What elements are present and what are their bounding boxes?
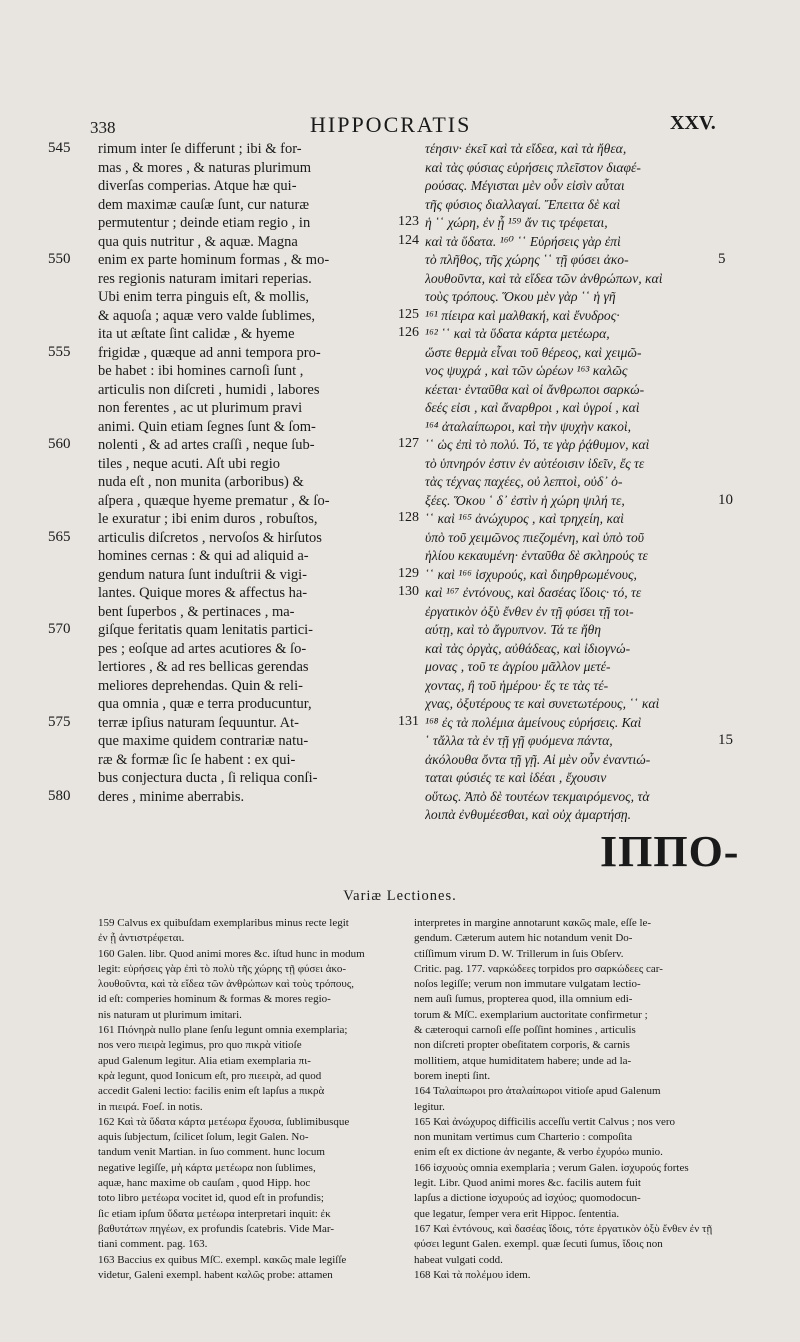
greek-text-line: χοντας, ἢ τοῦ ἡμέρου· ἔς τε τὰς τέ- <box>425 677 609 693</box>
greek-section-number: 131 <box>398 713 419 729</box>
variant-note-line: 162 Καὶ τὰ ὕδατα κάρτα μετέωρα ἔχουσα, ſublimibusque <box>98 1115 350 1128</box>
greek-section-number: 124 <box>398 232 419 248</box>
latin-text-line: le exuratur ; ibi enim duros , robuſtos, <box>98 511 318 527</box>
greek-text-line: ῾῾ ὡς ἐπὶ τὸ πολύ. Τό, τε γὰρ ῥᾴθυμον, καὶ <box>425 437 650 452</box>
variant-note-line: aquæ, hanc maxime ob cauſam , quod Hipp. hoc <box>98 1177 311 1190</box>
greek-text-line: καὶ ¹⁶⁷ ἐντόνους, καὶ δασέας ἴδοις· τό, τε <box>425 585 642 600</box>
latin-text-line: Ubi enim terra pinguis eſt, & mollis, <box>98 289 310 305</box>
variant-note-line: enim eſt ex dictione ἀν negante, & verbo ἐχυρόω munio. <box>414 1146 663 1159</box>
latin-line-number: 565 <box>48 528 71 545</box>
variant-note-line: κρὰ legunt, quod Ionicum eſt, pro πιεειρὰ, ad quod <box>98 1069 322 1082</box>
latin-text-line: qua quis nutritur , & aquæ. Magna <box>98 233 298 250</box>
latin-text-line: frigidæ , quæque ad anni tempora pro- <box>98 344 321 361</box>
variant-note-line: tiani comment. pag. 163. <box>98 1238 208 1251</box>
latin-text-line: non ferentes , ac ut plurimum pravi <box>98 400 303 416</box>
running-title: HIPPOCRATIS <box>310 112 472 137</box>
variant-note-line: in πιειρά. Foeſ. in notis. <box>98 1100 203 1113</box>
greek-text-line: οὕτως. Ἀπὸ δὲ τουτέων τεκμαιρόμενος, τὰ <box>425 788 650 804</box>
variant-note-line: gendum. Cæterum autem hic notandum venit Do- <box>414 932 633 945</box>
latin-text-line: mas , & mores , & naturas plurimum <box>98 159 312 176</box>
greek-text-line: ξέες. Ὅκου ῾ δ᾽ ἐστὶν ἡ χώρη ψιλή τε, <box>425 492 625 508</box>
latin-text-line: lantes. Quique mores & affectus ha- <box>98 585 308 601</box>
variant-note-line: toto libro μετέωρα vocitet id, quod eſt in profundis; <box>98 1192 324 1205</box>
greek-text-line: χνας, ὀξυτέρους τε καὶ συνετωτέρους, ῾῾ καὶ <box>425 696 660 711</box>
greek-text-line: ἐργατικὸν ὀξὺ ἔνθεν ἐν τῇ φύσει τῇ τοι- <box>425 603 634 619</box>
greek-section-number: 128 <box>398 510 419 525</box>
greek-section-number: 126 <box>398 325 419 340</box>
variant-note-line: φύσει legunt Galen. exempl. quæ ſecuti ſumus, ἴδοις non <box>414 1238 663 1251</box>
latin-text-line: giſque feritatis quam lenitatis partici- <box>98 622 314 638</box>
greek-text-line: ρούσας. Μέγισται μὲν οὖν εἰσὶν αὗται <box>425 178 625 193</box>
latin-line-number: 575 <box>48 713 71 730</box>
variant-note-line: 164 Ταλαίπωροι pro ἀταλαίπωροι vitioſe apud Galenum <box>414 1085 661 1098</box>
latin-text-line: lertiores , & ad res bellicas gerendas <box>98 659 309 675</box>
variant-note-line: 159 Calvus ex quibuſdam exemplaribus minus recte legit <box>98 917 349 929</box>
latin-text-line: enim ex parte hominum formas , & mo- <box>98 252 330 268</box>
latin-text-line: articulis diſcretos , nervoſos & hirſutos <box>98 529 322 546</box>
variant-note-line: 161 Πιόνηρὰ nullo plane ſenſu legunt omnia exemplaria; <box>98 1024 348 1037</box>
greek-text-column <box>425 140 710 825</box>
variant-note-line: ſic etiam ipſum ὕδατα μετέωρα interpretari inquit: ἐκ <box>98 1207 331 1220</box>
latin-text-line: pes ; eoſque ad artes acutiores & ſo- <box>98 640 307 657</box>
variant-note-line: accedit Galeni lectio: facilis enim eſt lapſus a πικρὰ <box>98 1085 325 1098</box>
latin-line-number: 560 <box>48 436 71 452</box>
greek-text-line: τὸ πλῆθος, τῆς χώρης ῾῾ τῇ φύσει ἀκο- <box>425 252 629 267</box>
variant-note-line: legitur. <box>414 1100 445 1113</box>
greek-text-line: νος ψυχρά , καὶ τῶν ὡρέων ¹⁶³ καλῶς <box>425 363 628 378</box>
greek-line-number: 5 <box>718 251 726 267</box>
greek-text-line: ἀκόλουθα ὄντα τῇ γῇ. Αἱ μὲν οὖν ἐναντιώ- <box>425 751 651 767</box>
variant-note-line: aquis ſubjectum, ſcilicet ſolum, legit Galen. No- <box>98 1131 309 1144</box>
latin-text-line: articulis non diſcreti , humidi , labores <box>98 381 320 398</box>
greek-text-line: τὸ ὑπνηρόν ἐστιν ἐν αὐτέοισιν ἰδεῖν, ἔς τε <box>425 455 645 471</box>
variant-note-line: negative legiſſe, μὴ κάρτα μετέωρα non ſublimes, <box>98 1161 316 1174</box>
greek-text-line: ¹⁶¹ πίειρα καὶ μαλθακή, καὶ ἔνυδρος· <box>425 307 620 323</box>
variant-note-line: 166 ἰσχυοὺς omnia exemplaria ; verum Galen. ἰσχυρούς fortes <box>414 1161 689 1174</box>
variant-note-line: torum & MſC. exemplarium auctoritate confirmetur ; <box>414 1008 648 1021</box>
variant-note-line: ctiſſimum virum D. W. Trillerum in ſuis Obſerv. <box>414 947 624 960</box>
latin-text-line: gendum natura ſunt induſtrii & vigi- <box>98 566 308 583</box>
latin-text-line: que maxime quidem contrariæ natu- <box>98 733 309 749</box>
variant-note-line: nos vero πιειρὰ legimus, pro quo πικρὰ vitioſe <box>98 1039 302 1052</box>
greek-line-number: 10 <box>718 491 733 508</box>
latin-line-number: 555 <box>48 343 71 360</box>
latin-text-line: res regionis naturam imitari reperias. <box>98 270 312 287</box>
variant-note-line: Critic. pag. 177. ναρκώδεες torpidos pro σαρκώδεες car- <box>414 962 663 975</box>
latin-line-number: 580 <box>48 787 71 804</box>
greek-text-line: ῾῾ καὶ ¹⁶⁵ ἀνώχυρος , καὶ τρηχείη, καὶ <box>425 511 624 526</box>
latin-text-line: permutentur ; deinde etiam regio , in <box>98 215 311 231</box>
greek-section-number: 125 <box>398 306 419 322</box>
latin-text-line: terræ ipſius naturam ſequuntur. At- <box>98 714 299 731</box>
variant-note-line: 167 Καὶ ἐντόνους, καὶ δασέας ἴδοις, τότε ἐργατικὸν ὀξὺ ἔνθεν ἐν τῇ <box>414 1222 713 1235</box>
variant-note-line: 163 Baccius ex quibus MſC. exempl. κακῶς male legiſſe <box>98 1253 347 1266</box>
latin-text-column <box>98 140 393 806</box>
variant-note-line: id eſt: comperies hominum & formas & mores regio- <box>98 993 331 1006</box>
greek-text-line: ἡλίου κεκαυμένη· ἐνταῦθα δὲ σκληρούς τε <box>425 548 648 563</box>
latin-text-line: nuda eſt , non munita (arboribus) & <box>98 474 304 490</box>
variant-note-line: λουθοῦντα, καὶ τὰ εἴδεα τῶν ἀνθρώπων καὶ τοὺς τρόπους, <box>98 978 354 991</box>
catchword: ΙΠΠΟ- <box>600 827 740 876</box>
greek-text-line: ταται φύσιές τε καὶ ἰδέαι , ἔχουσιν <box>425 770 607 785</box>
variant-note-line: tandum venit Martian. in ſuo comment. hunc locum <box>98 1146 325 1159</box>
variant-note-line: nem auſi ſumus, propterea quod, illa omnium edi- <box>414 993 633 1006</box>
latin-text-line: aſpera , quæque hyeme prematur , & ſo- <box>98 492 330 509</box>
variant-note-line: ἐν ᾗ ἀντιστρέφεται. <box>98 932 185 945</box>
greek-text-line: τὰς τέχνας παχέες, οὐ λεπτοὶ, οὐδ᾽ ὀ- <box>425 474 623 489</box>
page-header <box>0 112 800 138</box>
greek-text-line: ὥστε θερμὰ εἶναι τοῦ θέρεος, καὶ χειμῶ- <box>425 344 642 360</box>
latin-text-line: dem maximæ cauſæ ſunt, cur naturæ <box>98 196 310 213</box>
latin-text-line: be habet : ibi homines carnoſi ſunt , <box>98 363 304 379</box>
variant-note-line: habeat vulgati codd. <box>414 1253 503 1266</box>
latin-text-line: rimum inter ſe differunt ; ibi & for- <box>98 141 302 157</box>
latin-text-line: bent ſuperbos , & pertinaces , ma- <box>98 603 295 620</box>
greek-section-number: 129 <box>398 565 419 581</box>
variant-note-line: non diſcreti propter obeſitatem corporis, & carnis <box>414 1039 630 1052</box>
latin-text-line: ræ & formæ ſic ſe habent : ex qui- <box>98 751 296 768</box>
greek-text-line: δεές εἰσι , καὶ ἄναρθροι , καὶ ὑγροί , καὶ <box>425 400 640 415</box>
latin-line-number: 570 <box>48 621 71 637</box>
variant-note-line: 168 Καὶ τὰ πολέμου idem. <box>414 1268 531 1281</box>
greek-text-line: καὶ τὰς ὀργὰς, αὐθάδεας, καὶ ἰδιογνώ- <box>425 640 631 656</box>
greek-text-line: καὶ τὰς φύσιας εὑρήσεις πλεῖστον διαφέ- <box>425 159 641 175</box>
greek-text-line: μονας , τοῦ τε ἀγρίου μᾶλλον μετέ- <box>425 659 611 674</box>
latin-line-number: 550 <box>48 251 71 267</box>
greek-text-line: τοὺς τρόπους. Ὅκου μὲν γὰρ ῾῾ ἡ γῆ <box>425 289 616 304</box>
variant-note-line: interpretes in margine annotarunt κακῶς male, eſſe le- <box>414 917 652 929</box>
variant-note-line: lapſus a dictione ἰσχυρούς ad ἰσχύος; quomodocun- <box>414 1192 641 1205</box>
variants-heading: Variæ Lectiones. <box>343 888 457 904</box>
latin-text-line: & aquoſa ; aquæ vero valde ſublimes, <box>98 307 316 324</box>
variant-note-line: apud Galenum legitur. Alia etiam exemplaria πι- <box>98 1054 311 1067</box>
variant-note-line: 165 Καὶ ἀνώχυρος difficilis acceſſu vertit Calvus ; nos vero <box>414 1115 676 1128</box>
greek-section-number: 123 <box>398 214 419 229</box>
variant-note-line: legit: εὑρήσεις γὰρ ἐπὶ τὸ πολὺ τῆς χώρης τῇ φύσει ἀκο- <box>98 962 346 975</box>
latin-text-line: homines cernas : & qui ad aliquid a- <box>98 548 309 564</box>
latin-text-line: ita ut æſtate ſint calidæ , & hyeme <box>98 326 295 342</box>
greek-text-line: ὑπὸ τοῦ χειμῶνος πιεζομένη, καὶ ὑπὸ τοῦ <box>425 529 645 545</box>
section-number: XXV. <box>670 112 716 134</box>
greek-text-line: ῾῾ καὶ ¹⁶⁶ ἰσχυρούς, καὶ διηρθρωμένους, <box>425 566 637 582</box>
variant-note-line: legit. Libr. Quod animi mores &c. facilis autem fuit <box>414 1177 641 1190</box>
latin-text-line: qua omnia , quæ e terra producuntur, <box>98 696 312 712</box>
greek-line-number: 15 <box>718 732 733 748</box>
greek-text-line: ¹⁶⁸ ἐς τὰ πολέμια ἀμείνους εὑρήσεις. Καὶ <box>425 714 642 730</box>
greek-text-line: ῾ τἄλλα τὰ ἐν τῇ γῇ φυόμενα πάντα, <box>425 733 613 748</box>
greek-text-line: τῆς φύσιος διαλλαγαί. Ἔπειτα δὲ καὶ <box>425 196 621 212</box>
variant-note-line: mollitiem, atque humiditatem habere; unde ad la- <box>414 1054 632 1067</box>
variant-note-line: borem inepti ſint. <box>414 1069 491 1082</box>
latin-text-line: tiles , neque acuti. Aſt ubi regio <box>98 455 281 472</box>
greek-text-line: ¹⁶⁴ ἀταλαίπωροι, καὶ τὴν ψυχὴν κακοὶ, <box>425 418 632 434</box>
greek-text-line: ἡ ῾῾ χώρη, ἐν ᾗ ¹⁵⁹ ἄν τις τρέφεται, <box>425 215 608 230</box>
variant-note-line: 160 Galen. libr. Quod animi mores &c. iſtud hunc in modum <box>98 947 365 960</box>
latin-text-line: bus conjectura ducta , ſi reliqua conſi- <box>98 770 318 786</box>
latin-text-line: diverſas comperias. Atque hæ qui- <box>98 178 297 194</box>
variant-note-line: nis naturam ut plurimum imitari. <box>98 1008 242 1021</box>
greek-text-line: τέησιν· ἐκεῖ καὶ τὰ εἴδεα, καὶ τὰ ἤθεα, <box>425 141 627 156</box>
latin-text-line: meliores deprehendas. Quin & reli- <box>98 677 303 694</box>
variant-note-line: βαθυτάτων πηγέων, ex profundis ſcatebris. Vide Mar- <box>98 1222 334 1235</box>
variant-note-line: & cæteroqui carnoſi eſſe poſſint homines , articulis <box>414 1024 636 1037</box>
greek-text-line: ¹⁶² ῾῾ καὶ τὰ ὕδατα κάρτα μετέωρα, <box>425 326 610 341</box>
greek-section-number: 130 <box>398 584 419 599</box>
greek-text-line: αύτῃ, καὶ τὸ ἄγρυπνον. Τά τε ἤθη <box>425 622 602 637</box>
variant-note-line: noſos legiſſe; verum non immutare vulgatam lectio- <box>414 978 641 991</box>
latin-text-line: animi. Quin etiam ſegnes ſunt & ſom- <box>98 418 316 435</box>
variant-note-line: videtur, Galeni exempl. habent καλῶς probe: attamen <box>98 1268 333 1281</box>
latin-text-line: deres , minime aberrabis. <box>98 788 245 805</box>
page-number: 338 <box>90 118 116 137</box>
greek-text-line: καὶ τὰ ὕδατα. ¹⁶⁰ ῾῾ Εὑρήσεις γὰρ ἐπὶ <box>425 233 621 249</box>
greek-text-line: λουθοῦντα, καὶ τὰ εἴδεα τῶν ἀνθρώπων, καὶ <box>425 270 663 286</box>
latin-line-number: 545 <box>48 140 71 156</box>
greek-section-number: 127 <box>398 436 419 451</box>
variants-right-column <box>414 916 714 1283</box>
latin-text-line: nolenti , & ad artes craſſi , neque ſub- <box>98 437 315 453</box>
variant-note-line: non munitam vertimus cum Charterio : compoſita <box>414 1131 633 1144</box>
variants-left-column <box>98 916 398 1283</box>
greek-text-line: λοιπὰ ἐνθυμέεσθαι, καὶ οὐχ ἁμαρτήσῃ. <box>425 807 632 822</box>
greek-text-line: κέεται· ἐνταῦθα καὶ οἱ ἄνθρωποι σαρκώ- <box>425 381 645 397</box>
variant-note-line: que legatur, ſemper vera erit Hippoc. ſententia. <box>414 1207 620 1220</box>
